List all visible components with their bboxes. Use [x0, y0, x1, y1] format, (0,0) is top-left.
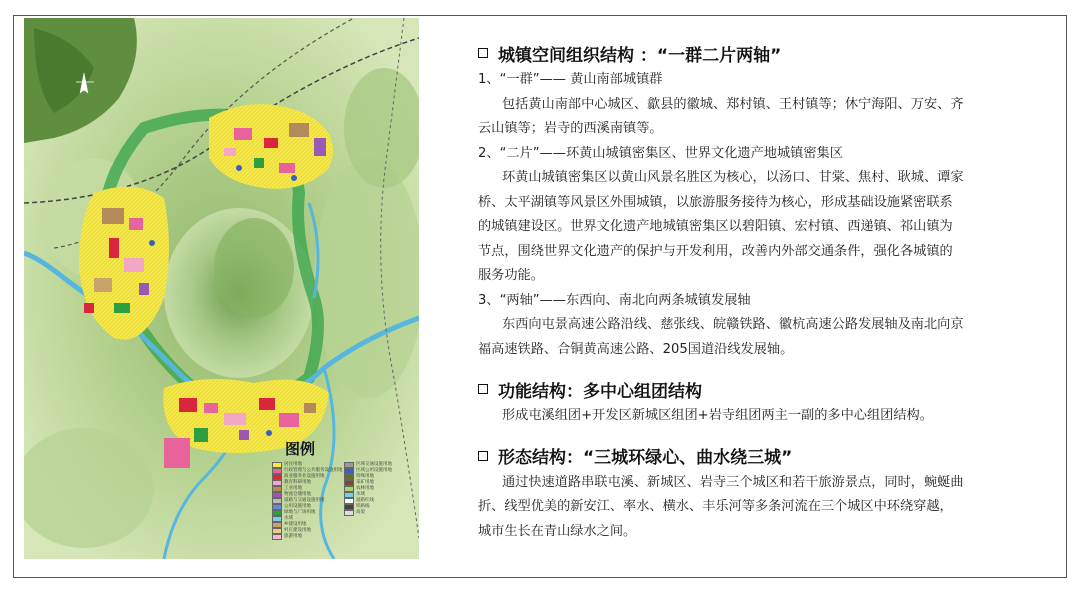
legend-label: 道路红线 — [356, 498, 374, 504]
legend-label: 居住用地 — [284, 462, 302, 468]
legend-label: 绿地与广场用地 — [284, 510, 316, 516]
legend-label: 村庄建设用地 — [284, 528, 311, 534]
item-label: 2、“二片”——环黄山城镇密集区、世界文化遗产地城镇密集区 — [478, 145, 843, 161]
legend-label: 乡建设用地 — [284, 522, 307, 528]
legend-label: 物流仓储用地 — [284, 492, 311, 498]
legend-label: 采矿用地 — [356, 480, 374, 486]
legend-label: 水域 — [356, 492, 365, 498]
description-text: 城镇空间组织结构 ：“一群二片两轴” 1、“一群”—— 黄山南部城镇群 包括黄山南部中心城区、歙县的徽城、郑村镇、王村镇等；休宁海阳、万安、齐 云山镇等；岩寺的西溪南镇等。 2、“二片”——环黄山城镇密集区、世界文化遗产地城镇密集区 环黄山城镇密集区以黄山风景名胜区为核心，以汤口、甘棠、焦村、耿城、谭家 桥、太平湖镇等风景区外围城镇，以旅游服务接待为核心，形成基础设施紧密联系 的城镇建设区。世界文化遗产地城镇密集区以碧阳镇、宏村镇、西递镇、祁山镇为 节点，围绕世界文化遗产的保护与开发利用，改善内外部交通条件，强化各城镇的 服务功能。 3、“两轴”——东西向、南北向两条城镇发展轴 东西向屯景高速公路沿线、慈张线、皖赣铁路、徽杭高速公路发展轴及南北向京 福高速铁路、合铜黄高速公路、205国道沿线发展轴。 功能结构：多中心组团结构 形成屯溪组团+开发区新城区组团+岩寺组团两主一副的多中心组团结构。 形态结构：“三城环绿心、曲水绕三城” 通过快速道路串联屯溪、新城区、岩寺三个城区和若干旅游景点，同时，蜿蜒曲 折、线型优美的新安江、率水、横水、丰乐河等多条河流在三个城区中环绕穿越， 城市生长在青山绿水之间。 — [478, 38, 1058, 544]
checkbox-bullet-icon — [478, 384, 488, 394]
legend-title: 图例 — [285, 440, 316, 458]
checkbox-bullet-icon — [478, 451, 488, 461]
legend-label: 行政管理与公共服务设施用地 — [284, 468, 343, 474]
legend-label: 公用设施用地 — [284, 504, 311, 510]
item-label: 1、“一群”—— 黄山南部城镇群 — [478, 72, 663, 87]
legend-label: 铁路线 — [356, 504, 370, 510]
section-heading: 形态结构：“三城环绿心、曲水绕三城” — [478, 441, 1058, 471]
section-heading: 功能结构：多中心组团结构 — [478, 374, 1058, 404]
legend-item — [344, 510, 392, 516]
legend-label: 工业用地 — [284, 486, 302, 492]
legend-label: 特殊用地 — [356, 474, 374, 480]
legend-label: 区域交通设施用地 — [356, 462, 392, 468]
legend-label: 水域 — [284, 516, 293, 522]
item-label: 3、“两轴”——东西向、南北向两条城镇发展轴 — [478, 292, 751, 308]
legend-swatch — [272, 534, 282, 540]
legend-label: 道路与交通设施用地 — [284, 498, 325, 504]
checkbox-bullet-icon — [478, 48, 488, 58]
legend-item — [272, 534, 343, 540]
legend-swatch — [344, 510, 354, 516]
legend-label: 教育科研用地 — [284, 480, 311, 486]
legend-label: 农林用地 — [356, 486, 374, 492]
section-heading: 城镇空间组织结构 ：“一群二片两轴” — [478, 38, 1058, 68]
legend-label: 旅游用地 — [284, 534, 302, 540]
legend-label: 商业服务业设施用地 — [284, 474, 325, 480]
legend-label: 高架 — [356, 510, 365, 516]
legend-label: 区域公用设施用地 — [356, 468, 392, 474]
